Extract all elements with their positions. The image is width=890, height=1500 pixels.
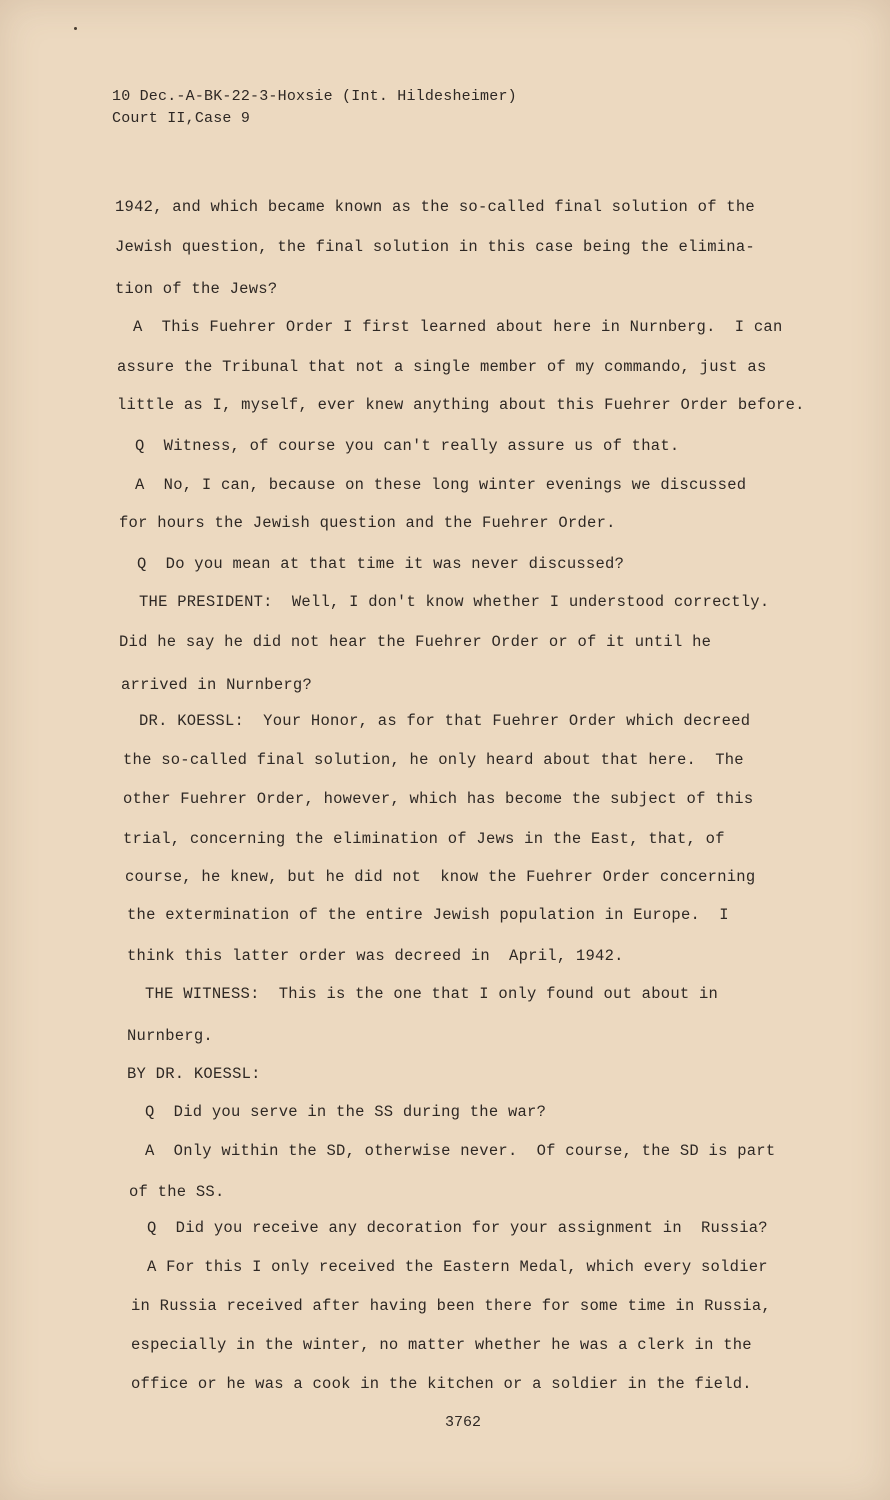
header-line-1: 10 Dec.-A-BK-22-3-Hoxsie (Int. Hildesheimer): [112, 88, 517, 105]
body-line: A Only within the SD, otherwise never. Of course, the SD is part: [145, 1142, 776, 1160]
body-line: THE WITNESS: This is the one that I only found out about in: [145, 985, 719, 1003]
body-line: the so-called final solution, he only heard about that here. The: [123, 751, 744, 769]
body-line: Q Did you serve in the SS during the war?: [145, 1103, 547, 1121]
body-line: Did he say he did not hear the Fuehrer Order or of it until he: [119, 633, 712, 651]
body-line: course, he knew, but he did not know the Fuehrer Order concerning: [125, 868, 756, 886]
body-line: 1942, and which became known as the so-called final solution of the: [115, 198, 755, 216]
body-line: think this latter order was decreed in April, 1942.: [127, 947, 624, 965]
body-line: the extermination of the entire Jewish population in Europe. I: [127, 906, 729, 924]
body-line: Q Do you mean at that time it was never discussed?: [137, 555, 625, 573]
body-line: especially in the winter, no matter whether he was a clerk in the: [131, 1336, 752, 1354]
body-line: BY DR. KOESSL:: [127, 1065, 261, 1083]
body-line: office or he was a cook in the kitchen or a soldier in the field.: [131, 1375, 752, 1393]
ink-speck: [74, 27, 77, 30]
body-line: tion of the Jews?: [115, 280, 278, 298]
body-line: arrived in Nurnberg?: [121, 676, 313, 694]
page-number: 3762: [445, 1414, 482, 1431]
body-line: A No, I can, because on these long winter evenings we discussed: [135, 476, 747, 494]
body-line: A For this I only received the Eastern Medal, which every soldier: [147, 1258, 768, 1276]
body-line: other Fuehrer Order, however, which has become the subject of this: [123, 790, 754, 808]
body-line: Q Did you receive any decoration for your assignment in Russia?: [147, 1219, 768, 1237]
body-line: for hours the Jewish question and the Fuehrer Order.: [119, 514, 616, 532]
document-header: [112, 86, 517, 130]
body-line: in Russia received after having been there for some time in Russia,: [131, 1297, 771, 1315]
body-line: trial, concerning the elimination of Jews in the East, that, of: [123, 830, 725, 848]
body-line: Jewish question, the final solution in this case being the elimina-: [115, 238, 755, 256]
body-line: assure the Tribunal that not a single member of my commando, just as: [117, 358, 767, 376]
header-line-2: Court II,Case 9: [112, 110, 251, 127]
body-line: little as I, myself, ever knew anything about this Fuehrer Order before.: [117, 396, 805, 414]
body-line: of the SS.: [129, 1183, 225, 1201]
body-line: DR. KOESSL: Your Honor, as for that Fuehrer Order which decreed: [139, 712, 751, 730]
body-line: THE PRESIDENT: Well, I don't know whether I understood correctly.: [139, 593, 770, 611]
body-line: Q Witness, of course you can't really assure us of that.: [135, 437, 680, 455]
body-line: A This Fuehrer Order I first learned about here in Nurnberg. I can: [133, 318, 783, 336]
body-line: Nurnberg.: [127, 1027, 213, 1045]
